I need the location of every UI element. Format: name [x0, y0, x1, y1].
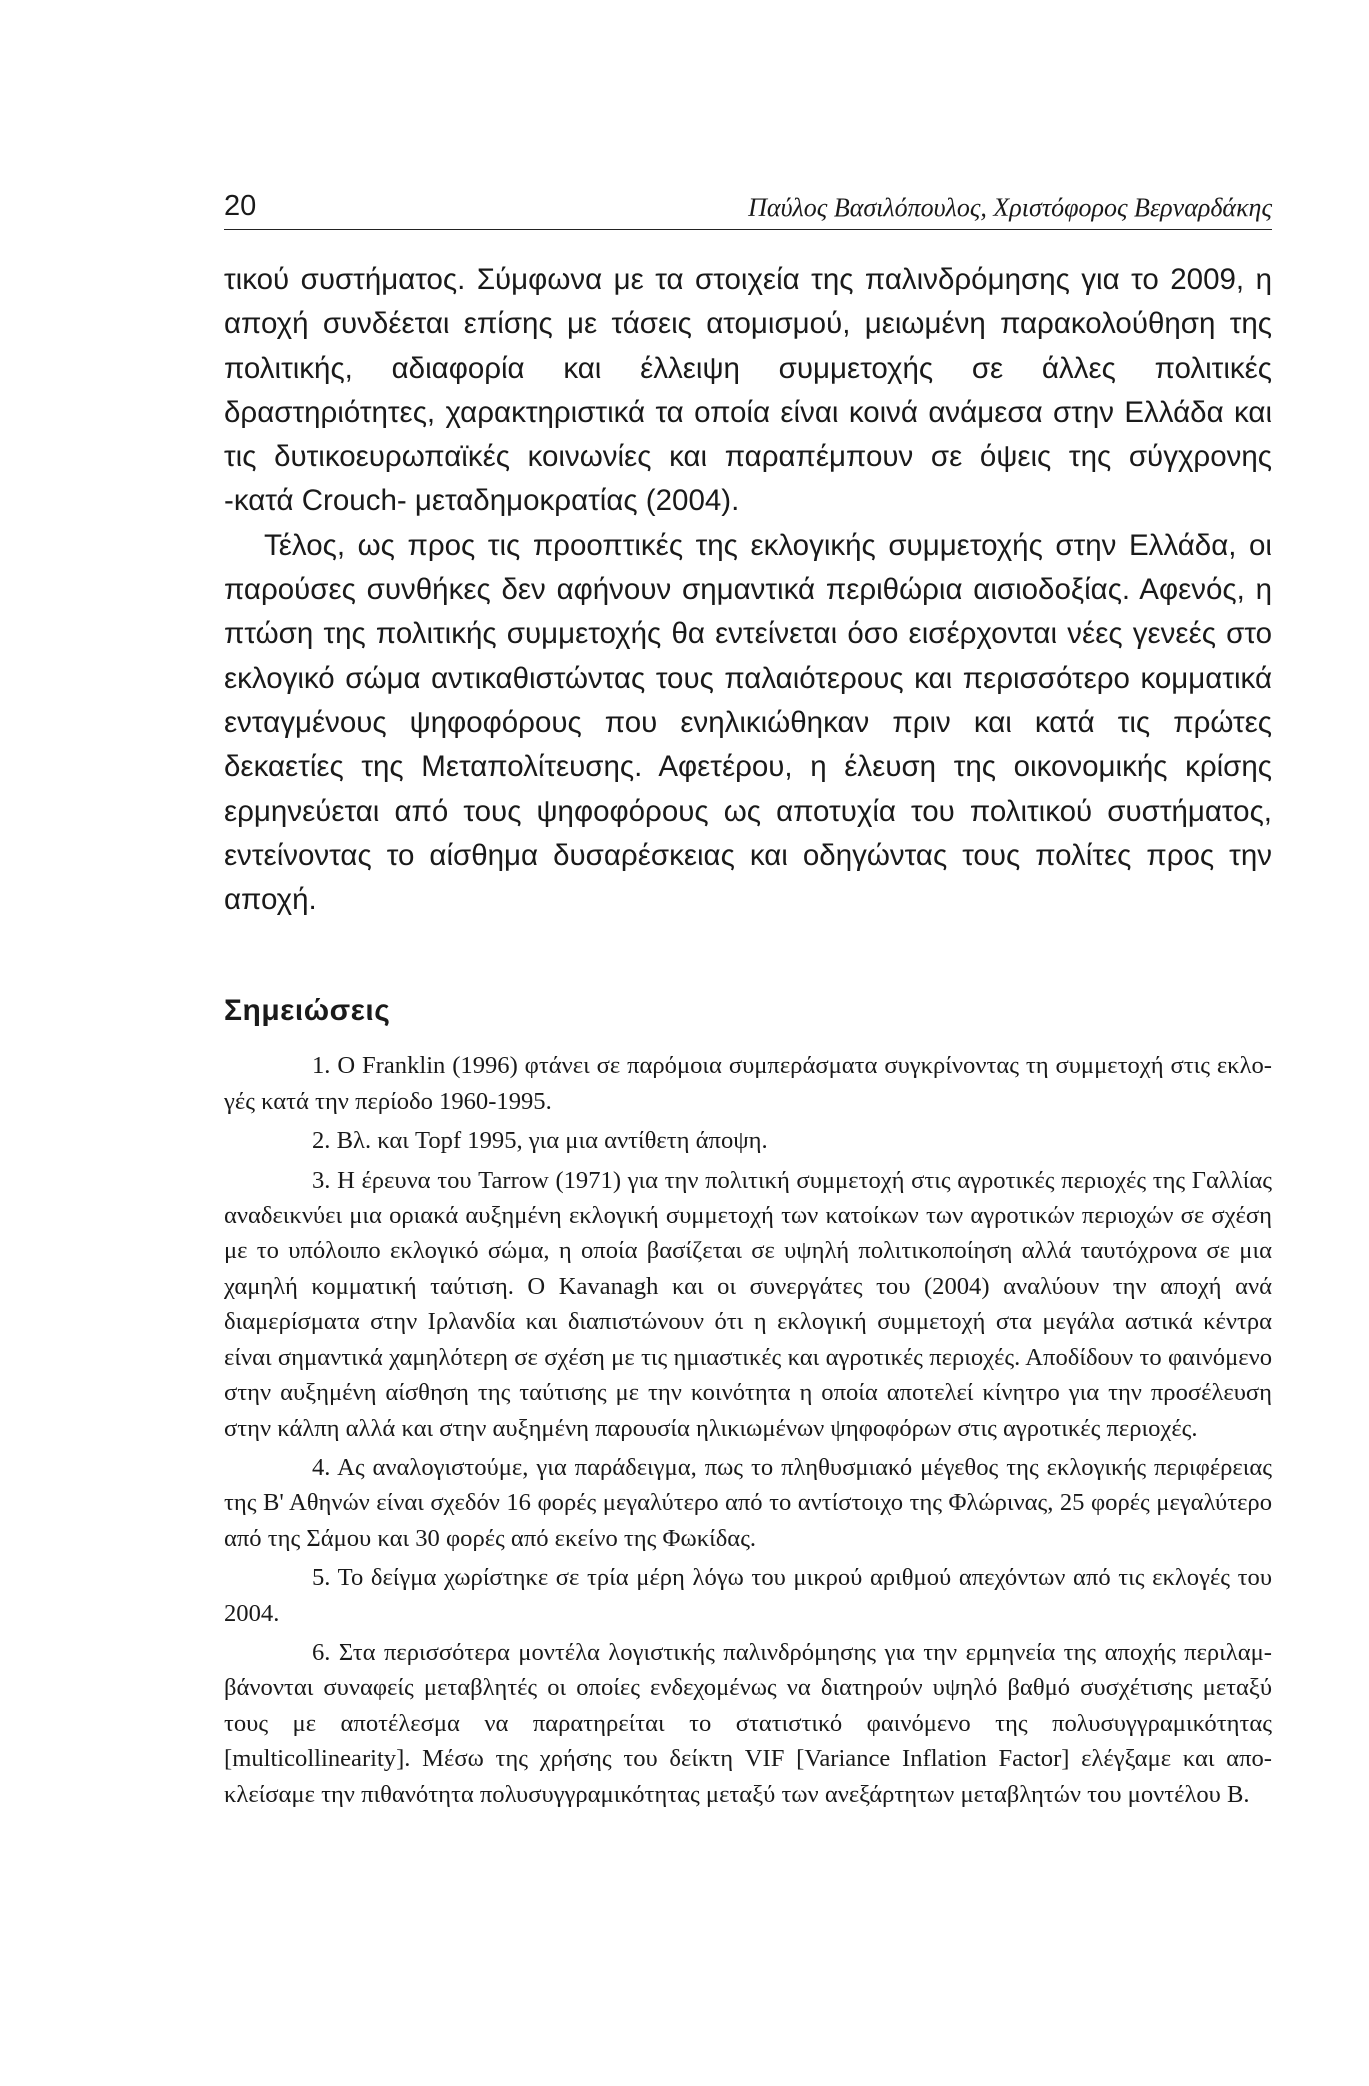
running-header — [224, 190, 1272, 230]
note-text: Στα περισσότερα μοντέλα λογιστικής παλινδρόμησης για την ερμηνεία της αποχής περιλαμβάνονται συναφείς μεταβλητές οι οποίες ενδεχομένως να διατηρούν υψηλό βαθμό συσχέτισης μεταξύ τους με αποτέλεσμα να παρατηρείται το στατιστικό φαινόμενο της πολυσυγγραμικότητας [multicollinearity]. Μέσω της χρήσης του δείκτη VIF [Variance Inflation Factor] ελέγξαμε και αποκλείσαμε την πιθανότητα πολυσυγγραμικότητας μεταξύ των ανεξάρτητων μεταβλητών του μοντέλου Β. — [224, 1638, 1272, 1808]
note-number: 6. — [312, 1638, 331, 1666]
note-text: Η έρευνα του Tarrow (1971) για την πολιτική συμμετοχή στις αγροτικές περιοχές της Γαλλίας αναδεικνύει μια οριακά αυξημένη εκλογική συμμετοχή των κατοίκων των αγροτικών περιοχών σε σχέση με το υπόλοιπο εκλογικό σώμα, η οποία βασίζεται σε υψηλή πολιτικοποίηση αλλά ταυτόχρονα σε μια χαμηλή κομματική ταύτιση. Ο Kavanagh και οι συνεργάτες του (2004) αναλύουν την αποχή ανά διαμερίσματα στην Ιρλανδία και διαπιστώνουν ότι η εκλογική συμμετοχή στα μεγάλα αστικά κέντρα είναι σημαντικά χαμηλότερη σε σχέση με τις ημιαστικές και αγροτικές περιοχές. Αποδίδουν το φαινόμενο στην αυξημένη αίσθηση της ταύτισης με την κοινότητα η οποία αποτελεί κίνητρο για την προσέλευση στην κάλπη αλλά και στην αυξημένη παρουσία ηλικιωμένων ψηφοφόρων στις αγροτικές περιοχές. — [224, 1166, 1272, 1442]
running-title: Παύλος Βασιλόπουλος, Χριστόφορος Βερναρδάκης — [748, 193, 1272, 222]
note-1 — [224, 1048, 1272, 1119]
note-text: Το δείγμα χωρίστηκε σε τρία μέρη λόγω του μικρού αριθμού απεχόντων από τις εκλογές του 2004. — [224, 1564, 1272, 1627]
document-page — [224, 190, 1272, 1816]
body-paragraph-2: Τέλος, ως προς τις προοπτικές της εκλογικής συμμετοχής στην Ελλάδα, οι παρούσες συνθήκες δεν αφήνουν σημαντικά περιθώρια αισιοδοξίας. Αφενός, η πτώση της πολιτικής συμμετοχής θα εντείνεται όσο εισέρχονται νέες γενεές στο εκλογικό σώμα αντικαθιστώντας τους παλαιότερους και περισσότερο κομματικά ενταγμένους ψηφοφόρους που ενηλικιώθηκαν πριν και κατά τις πρώτες δεκαετίες της Μεταπολίτευσης. Αφετέρου, η έλευση της οικονομικής κρίσης ερμηνεύεται από τους ψηφοφόρους ως αποτυχία του πολιτικού συστήματος, εντείνοντας το αίσθημα δυσαρέσκειας και οδηγώντας τους πολίτες προς την αποχή. — [224, 528, 1272, 917]
note-4 — [224, 1450, 1272, 1556]
note-number: 2. — [312, 1127, 331, 1155]
note-number: 4. — [312, 1453, 331, 1481]
notes-heading: Σημειώσεις — [224, 994, 391, 1028]
note-text: Βλ. και Topf 1995, για μια αντίθετη άποψη. — [336, 1127, 768, 1155]
note-number: 1. — [312, 1052, 331, 1080]
notes-list — [224, 1048, 1272, 1812]
body-text — [224, 258, 1272, 922]
note-text: Ο Franklin (1996) φτάνει σε παρόμοια συμπεράσματα συγκρίνοντας τη συμμετοχή στις εκλογές κατά την περίοδο 1960-1995. — [224, 1052, 1272, 1115]
note-text: Ας αναλογιστούμε, για παράδειγμα, πως το πληθυσμιακό μέγεθος της εκλογικής περιφέρειας της Β' Αθηνών είναι σχεδόν 16 φορές μεγαλύτερο από το αντίστοιχο της Φλώρινας, 25 φορές μεγαλύτερο από της Σάμου και 30 φορές από εκείνο της Φωκίδας. — [224, 1453, 1273, 1552]
body-paragraph-1: τικού συστήματος. Σύμφωνα με τα στοιχεία της παλινδρόμησης για το 2009, η αποχή συνδέεται επίσης με τάσεις ατομισμού, μειωμένη παρακολούθηση της πολιτικής, αδιαφορία και έλλειψη συμμετοχής σε άλλες πολιτικές δραστηριότητες, χαρακτηριστικά τα οποία είναι κοινά ανάμεσα στην Ελλάδα και τις δυτικοευρωπαϊκές κοινωνίες και παραπέμπουν σε όψεις της σύγχρονης -κατά Crouch- μεταδημοκρατίας (2004). — [224, 263, 1272, 518]
note-2 — [224, 1123, 1272, 1158]
note-5 — [224, 1560, 1272, 1631]
note-3 — [224, 1163, 1272, 1446]
note-number: 5. — [312, 1564, 331, 1592]
page-number: 20 — [224, 190, 257, 222]
note-number: 3. — [312, 1166, 331, 1194]
note-6 — [224, 1635, 1272, 1812]
